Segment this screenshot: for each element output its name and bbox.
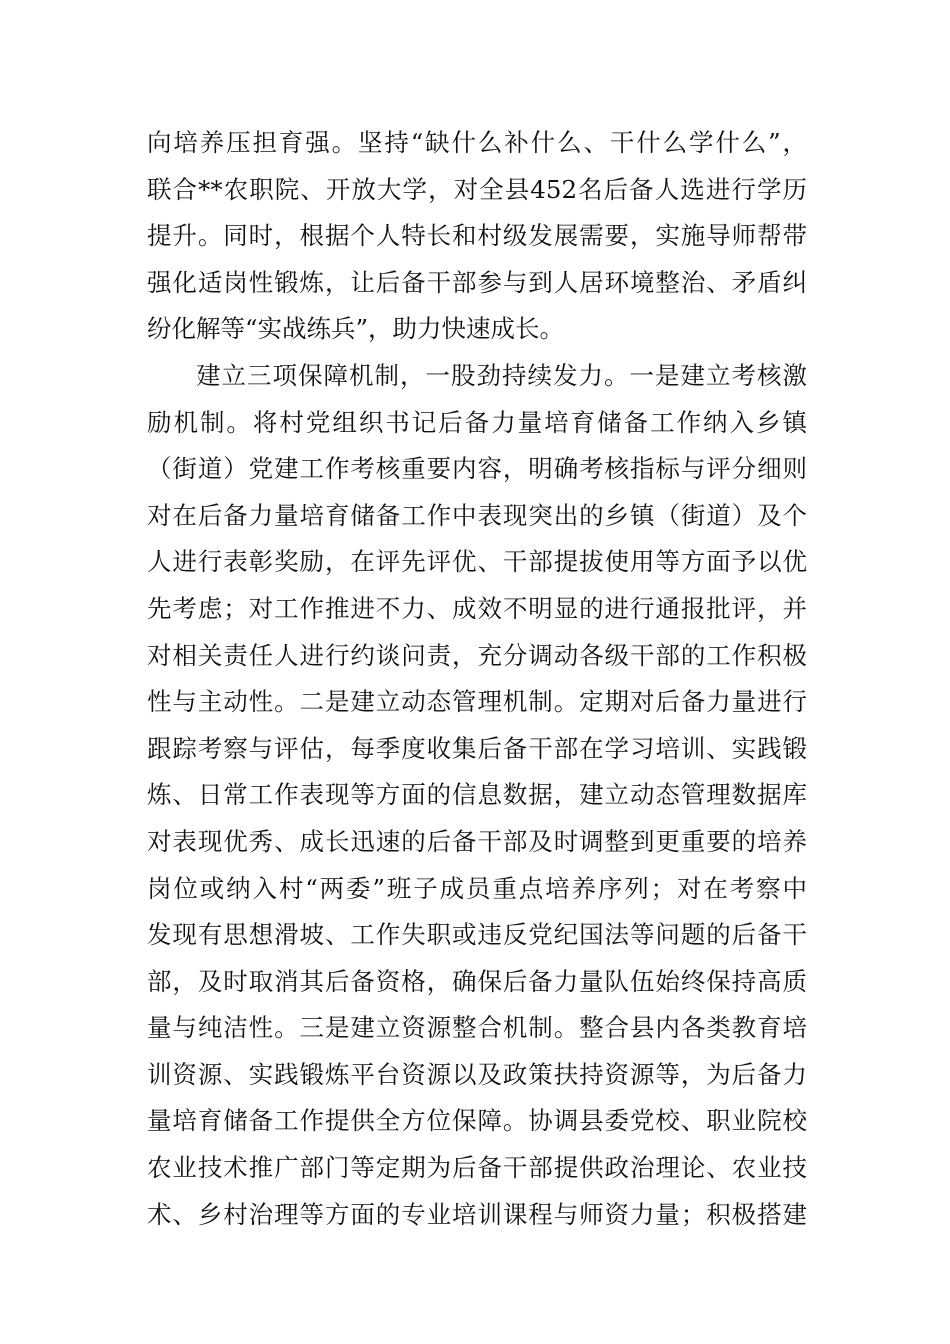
text-line: 向培养压担育强。坚持“缺什么补什么、干什么学什么”， xyxy=(147,128,807,157)
text-line: 术、乡村治理等方面的专业培训课程与师资力量；积极搭建 xyxy=(147,1199,807,1229)
text-line: 跟踪考察与评估，每季度收集后备干部在学习培训、实践锻 xyxy=(147,733,807,763)
document-body xyxy=(147,120,807,1238)
text-line: 对相关责任人进行约谈问责，充分调动各级干部的工作积极 xyxy=(147,640,807,670)
text-line: 炼、日常工作表现等方面的信息数据，建立动态管理数据库 xyxy=(147,780,807,810)
text-line: 量培育储备工作提供全方位保障。协调县委党校、职业院校 xyxy=(147,1106,807,1136)
text-line: 强化适岗性锻炼，让后备干部参与到人居环境整治、矛盾纠 xyxy=(147,267,807,297)
text-line: 提升。同时，根据个人特长和村级发展需要，实施导师帮带 xyxy=(147,221,807,251)
text-line: 对在后备力量培育储备工作中表现突出的乡镇（街道）及个 xyxy=(147,500,807,530)
paragraph-heading-line: 建立三项保障机制，一股劲持续发力。一是建立考核激 xyxy=(196,360,807,390)
text-line: 农业技术推广部门等定期为后备干部提供政治理论、农业技 xyxy=(147,1153,807,1183)
text-line: 人进行表彰奖励，在评先评优、干部提拔使用等方面予以优 xyxy=(147,547,807,577)
text-line: 发现有思想滑坡、工作失职或违反党纪国法等问题的后备干 xyxy=(147,920,807,950)
text-line: 性与主动性。二是建立动态管理机制。定期对后备力量进行 xyxy=(147,687,807,717)
text-line: 部，及时取消其后备资格，确保后备力量队伍始终保持高质 xyxy=(147,966,807,996)
text-line: 岗位或纳入村“两委”班子成员重点培养序列；对在考察中 xyxy=(147,873,807,903)
text-line: （街道）党建工作考核重要内容，明确考核指标与评分细则 xyxy=(147,454,807,484)
text-line: 联合**农职院、开放大学，对全县452名后备人选进行学历 xyxy=(147,174,807,204)
text-line: 先考虑；对工作推进不力、成效不明显的进行通报批评，并 xyxy=(147,593,807,623)
text-line: 纷化解等“实战练兵”，助力快速成长。 xyxy=(147,314,565,344)
text-line: 量与纯洁性。三是建立资源整合机制。整合县内各类教育培 xyxy=(147,1013,807,1043)
text-line: 励机制。将村党组织书记后备力量培育储备工作纳入乡镇 xyxy=(147,407,807,437)
paragraph-mechanisms xyxy=(147,353,807,1238)
text-line: 对表现优秀、成长迅速的后备干部及时调整到更重要的培养 xyxy=(147,826,807,856)
paragraph-training xyxy=(147,120,807,353)
text-line: 训资源、实践锻炼平台资源以及政策扶持资源等，为后备力 xyxy=(147,1059,807,1089)
